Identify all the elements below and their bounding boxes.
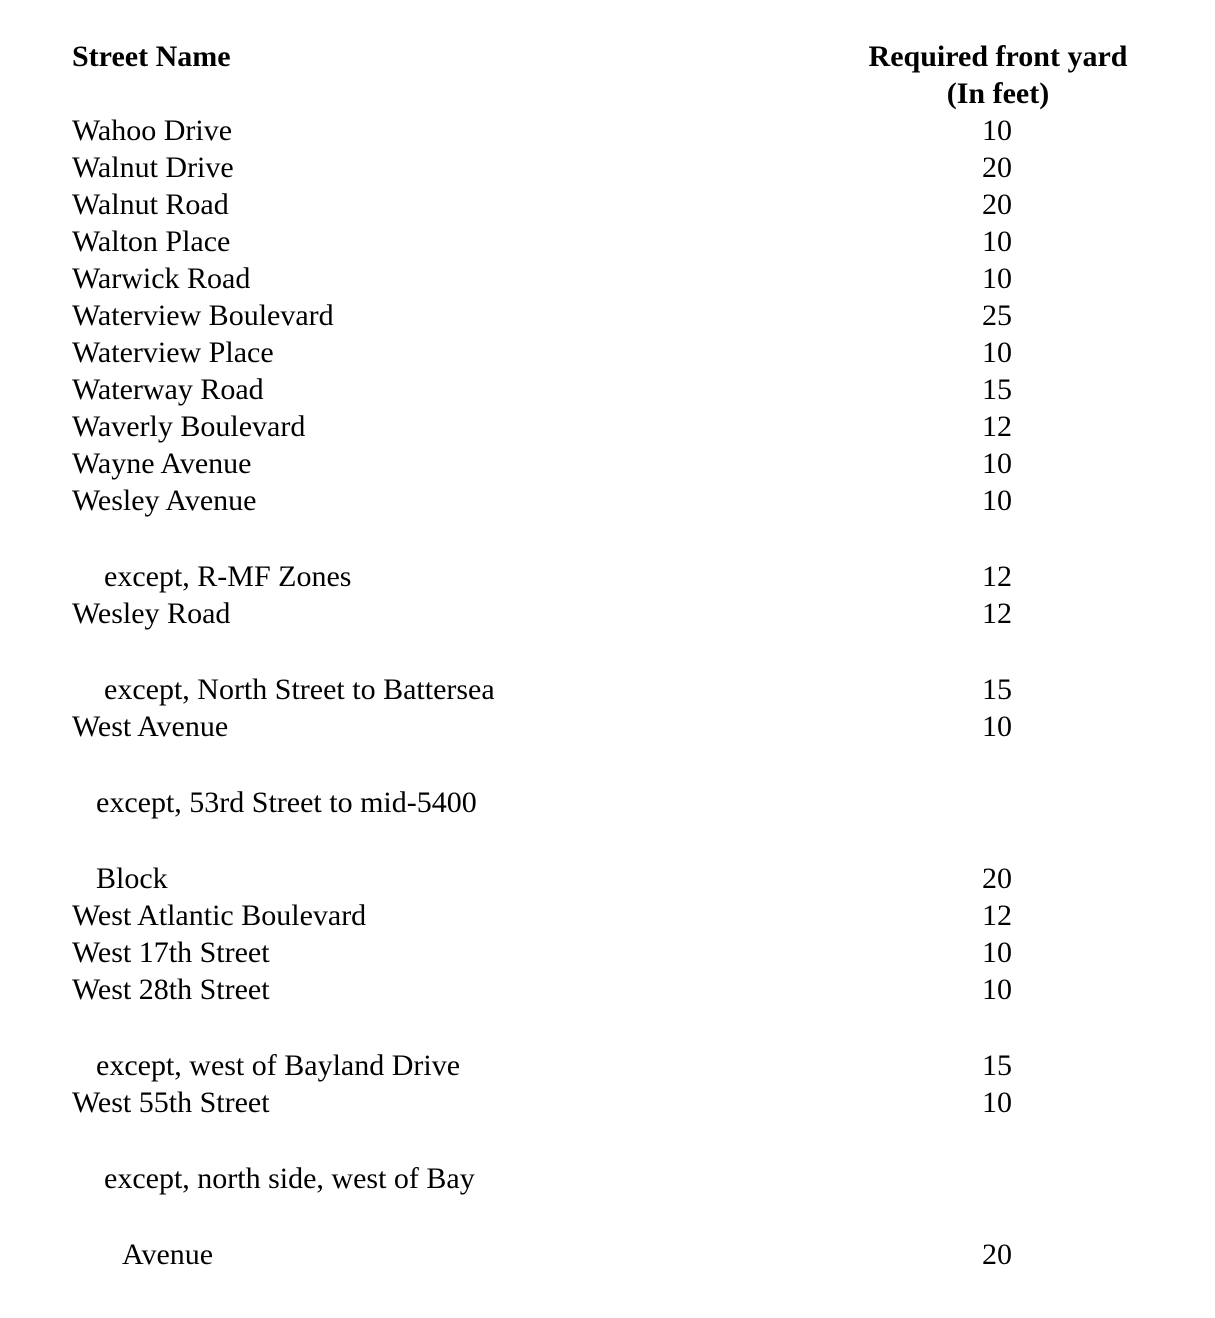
street-exception-cell: Block: [96, 862, 168, 895]
table-row-exception: [0, 558, 1215, 595]
table-row: [0, 1084, 1215, 1121]
street-name-cell: Walnut Drive: [72, 151, 234, 184]
street-name-cell: West 28th Street: [72, 973, 270, 1006]
street-name-cell: Waverly Boulevard: [72, 410, 306, 443]
front-yard-value-cell: 20: [982, 188, 1012, 221]
front-yard-value-cell: 20: [982, 862, 1012, 895]
front-yard-value-cell: 10: [982, 262, 1012, 295]
table-row: [0, 186, 1215, 223]
street-name-cell: Walton Place: [72, 225, 231, 258]
table-row: [0, 260, 1215, 297]
street-name-cell: Wahoo Drive: [72, 114, 233, 147]
table-row: [0, 334, 1215, 371]
street-exception-cell: except, R-MF Zones: [104, 560, 352, 593]
street-name-header: Street Name: [72, 40, 231, 73]
street-name-cell: Waterview Boulevard: [72, 299, 334, 332]
table-row: [0, 112, 1215, 149]
front-yard-value-cell: 10: [982, 1086, 1012, 1119]
required-front-yard-header: [840, 38, 1156, 112]
table-row: [0, 482, 1215, 519]
front-yard-value-cell: 12: [982, 899, 1012, 932]
street-exception-cell: except, 53rd Street to mid-5400: [96, 786, 477, 819]
front-yard-value-cell: 10: [982, 447, 1012, 480]
front-yard-value-cell: 20: [982, 1238, 1012, 1271]
table-row-exception: [0, 1047, 1215, 1084]
table-row-exception: [0, 1160, 1215, 1197]
front-yard-value-cell: 12: [982, 597, 1012, 630]
front-yard-value-cell: 20: [982, 151, 1012, 184]
table-row: [0, 371, 1215, 408]
street-name-cell: West Atlantic Boulevard: [72, 899, 367, 932]
front-yard-value-cell: 15: [982, 673, 1012, 706]
table-row: [0, 445, 1215, 482]
front-yard-value-cell: 10: [982, 973, 1012, 1006]
street-name-cell: Wesley Road: [72, 597, 231, 630]
table-row: [0, 223, 1215, 260]
required-front-yard-header-line1: Required front yard: [868, 40, 1128, 73]
table-row: [0, 149, 1215, 186]
street-name-cell: Warwick Road: [72, 262, 251, 295]
table-row: [0, 297, 1215, 334]
street-name-cell: Waterview Place: [72, 336, 274, 369]
table-row: [0, 595, 1215, 632]
street-exception-cell: except, North Street to Battersea: [104, 673, 495, 706]
street-name-cell: Wayne Avenue: [72, 447, 252, 480]
front-yard-value-cell: 10: [982, 336, 1012, 369]
front-yard-value-cell: 10: [982, 225, 1012, 258]
street-table-body: [0, 112, 1215, 1273]
street-name-cell: Walnut Road: [72, 188, 229, 221]
required-front-yard-header-line2: (In feet): [946, 77, 1050, 110]
street-name-cell: West Avenue: [72, 710, 229, 743]
street-exception-cell: Avenue: [122, 1238, 214, 1271]
table-row-exception-continued: [0, 860, 1215, 897]
street-exception-cell: except, west of Bayland Drive: [96, 1049, 461, 1082]
front-yard-value-cell: 10: [982, 484, 1012, 517]
street-name-cell: Wesley Avenue: [72, 484, 257, 517]
street-name-cell: West 55th Street: [72, 1086, 270, 1119]
front-yard-value-cell: 10: [982, 936, 1012, 969]
street-name-cell: Waterway Road: [72, 373, 264, 406]
table-row-exception: [0, 784, 1215, 821]
table-row: [0, 897, 1215, 934]
front-yard-value-cell: 12: [982, 560, 1012, 593]
front-yard-value-cell: 15: [982, 1049, 1012, 1082]
street-exception-cell: except, north side, west of Bay: [104, 1162, 475, 1195]
front-yard-value-cell: 10: [982, 710, 1012, 743]
front-yard-value-cell: 10: [982, 114, 1012, 147]
table-row: [0, 408, 1215, 445]
front-yard-value-cell: 12: [982, 410, 1012, 443]
table-row-exception-continued: [0, 1236, 1215, 1273]
street-name-cell: West 17th Street: [72, 936, 270, 969]
front-yard-value-cell: 25: [982, 299, 1012, 332]
table-row: [0, 708, 1215, 745]
table-row-exception: [0, 671, 1215, 708]
front-yard-value-cell: 15: [982, 373, 1012, 406]
table-row: [0, 971, 1215, 1008]
table-row: [0, 934, 1215, 971]
